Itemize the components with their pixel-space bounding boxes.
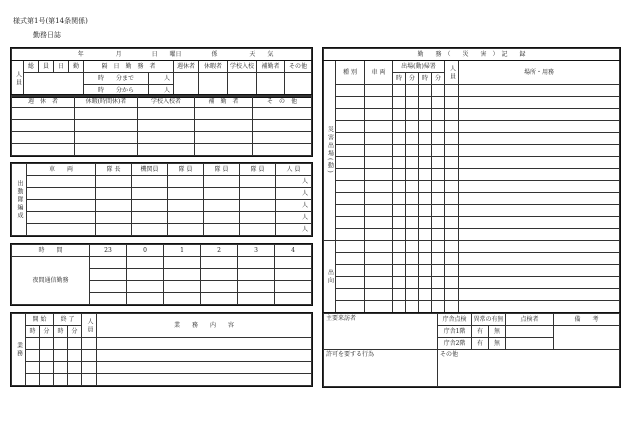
table-row bbox=[12, 338, 312, 350]
vehicle-col-captain: 隊 長 bbox=[96, 164, 132, 176]
duty-side-label: 業務 bbox=[12, 314, 26, 386]
hou-label: 係 bbox=[211, 50, 218, 58]
detail-col-support: 補 勤 者 bbox=[195, 96, 253, 108]
disaster-type: 種 別 bbox=[336, 61, 365, 85]
floor-1-label: 庁舎1階 bbox=[438, 326, 472, 338]
disaster-table bbox=[323, 48, 620, 313]
vehicle-col-member-1: 隊 員 bbox=[168, 164, 204, 176]
vehicle-table bbox=[11, 163, 312, 236]
staff-col-2: 員 bbox=[39, 61, 54, 73]
table-row bbox=[324, 133, 620, 145]
duty-persons: 人員 bbox=[82, 314, 97, 338]
table-row bbox=[324, 97, 620, 109]
table-row bbox=[324, 205, 620, 217]
table-row: 人 bbox=[12, 224, 312, 236]
staff-detail-table bbox=[11, 95, 312, 156]
shift-from: 時 分から bbox=[84, 85, 149, 97]
night-row-label: 夜間通信勤務 bbox=[12, 257, 90, 305]
dispatch-minute: 分 bbox=[406, 73, 419, 85]
floor-1-yes[interactable]: 有 bbox=[472, 326, 489, 338]
detail-col-school: 学校入校者 bbox=[138, 96, 195, 108]
table-row bbox=[12, 350, 312, 362]
table-row: 人 bbox=[12, 188, 312, 200]
table-row bbox=[12, 144, 312, 156]
vehicle-col-persons: 人 員 bbox=[276, 164, 312, 176]
support-cell[interactable] bbox=[257, 73, 285, 97]
form-number: 様式第1号(第14条関係) bbox=[13, 17, 88, 25]
table-row bbox=[12, 120, 312, 132]
detail-col-leave: 休暇(時間休)者 bbox=[75, 96, 138, 108]
duty-end-hour: 時 bbox=[54, 326, 68, 338]
duty-content: 業 務 内 容 bbox=[97, 314, 312, 338]
duty-end: 終 了 bbox=[54, 314, 82, 326]
time-label: 時 間 bbox=[12, 245, 90, 257]
table-row bbox=[324, 289, 620, 301]
night-duty-table bbox=[11, 244, 312, 305]
staff-col-weekly: 週休者 bbox=[174, 61, 199, 73]
table-row bbox=[324, 301, 620, 313]
table-row bbox=[324, 193, 620, 205]
visitor-table bbox=[323, 313, 620, 387]
disaster-place: 場所・用務 bbox=[459, 61, 620, 85]
staff-side-label: 人員 bbox=[12, 61, 24, 97]
disaster-title: 勤 務 （ 災 害 ） 記 録 bbox=[324, 49, 620, 61]
date-staff-table bbox=[11, 48, 312, 97]
floor-1-no[interactable]: 無 bbox=[489, 326, 506, 338]
hour-23: 23 bbox=[90, 245, 127, 257]
table-row bbox=[324, 265, 620, 277]
table-row bbox=[324, 217, 620, 229]
disaster-vehicle: 車 両 bbox=[365, 61, 393, 85]
table-row: 人 bbox=[12, 212, 312, 224]
floor-2-label: 庁舎2階 bbox=[438, 338, 472, 350]
return-hour: 時 bbox=[419, 73, 432, 85]
month-label: 月 bbox=[115, 50, 122, 58]
detail-col-other: そ の 他 bbox=[253, 96, 312, 108]
duty-start-hour: 時 bbox=[26, 326, 40, 338]
weekly-cell[interactable] bbox=[174, 73, 199, 97]
hour-1: 1 bbox=[164, 245, 201, 257]
table-row bbox=[324, 145, 620, 157]
duty-start: 開 始 bbox=[26, 314, 54, 326]
vehicle-col-member-2: 隊 員 bbox=[204, 164, 240, 176]
duty-table bbox=[11, 313, 312, 386]
shift-from-unit: 人 bbox=[149, 85, 174, 97]
duty-end-minute: 分 bbox=[68, 326, 82, 338]
staff-col-4: 勤 bbox=[69, 61, 84, 73]
permit-label: 許可を要する行為 bbox=[324, 350, 438, 387]
table-row bbox=[324, 169, 620, 181]
table-row: 人 bbox=[12, 200, 312, 212]
other-cell[interactable] bbox=[285, 73, 312, 97]
table-row bbox=[324, 253, 620, 265]
hour-3: 3 bbox=[238, 245, 275, 257]
remarks-label: 備 考 bbox=[554, 314, 620, 326]
table-row bbox=[324, 277, 620, 289]
table-row bbox=[324, 181, 620, 193]
outgoing-side-label: 出向 bbox=[324, 241, 336, 313]
staff-col-support: 補勤者 bbox=[257, 61, 285, 73]
shift-until-unit: 人 bbox=[149, 73, 174, 85]
weather-label: 天 気 bbox=[249, 50, 274, 58]
table-row bbox=[324, 229, 620, 241]
hour-0: 0 bbox=[127, 245, 164, 257]
staff-col-shift: 隔 日 勤 務 者 bbox=[84, 61, 174, 73]
table-row bbox=[12, 362, 312, 374]
school-cell[interactable] bbox=[228, 73, 257, 97]
staff-col-3: 日 bbox=[54, 61, 69, 73]
inspect-label: 庁舎点検 bbox=[438, 314, 472, 326]
weekday-label: 曜日 bbox=[169, 50, 182, 58]
staff-col-leave: 休暇者 bbox=[199, 61, 228, 73]
return-minute: 分 bbox=[432, 73, 445, 85]
staff-col-school: 学校入校 bbox=[228, 61, 257, 73]
leave-cell[interactable] bbox=[199, 73, 228, 97]
disaster-side-label: 災害出場(動) bbox=[324, 61, 336, 241]
duty-start-minute: 分 bbox=[40, 326, 54, 338]
table-row bbox=[12, 132, 312, 144]
form-title: 勤務日誌 bbox=[33, 31, 61, 39]
vehicle-col-engineer: 機関員 bbox=[132, 164, 168, 176]
shift-until: 時 分まで bbox=[84, 73, 149, 85]
disaster-dispatch: 出場(動)帰署 bbox=[393, 61, 445, 73]
dispatch-hour: 時 bbox=[393, 73, 406, 85]
vehicle-col-member-3: 隊 員 bbox=[240, 164, 276, 176]
staff-total-cell[interactable] bbox=[24, 73, 84, 97]
vehicle-side-label: 出動隊編成 bbox=[12, 164, 27, 236]
floor-2-yes[interactable]: 有 bbox=[472, 338, 489, 350]
inspector-label: 点検者 bbox=[506, 314, 554, 326]
disaster-persons: 人員 bbox=[445, 61, 459, 85]
table-row: 人 bbox=[12, 176, 312, 188]
table-row bbox=[324, 157, 620, 169]
table-row bbox=[12, 374, 312, 386]
hour-4: 4 bbox=[275, 245, 312, 257]
hour-2: 2 bbox=[201, 245, 238, 257]
detail-col-weekly: 週 休 者 bbox=[12, 96, 75, 108]
vehicle-col-car: 車 両 bbox=[27, 164, 96, 176]
visitors-label: 主要来訪者 bbox=[324, 314, 438, 350]
staff-col-1: 総 bbox=[24, 61, 39, 73]
year-label: 年 bbox=[77, 50, 84, 58]
floor-2-no[interactable]: 無 bbox=[489, 338, 506, 350]
table-row bbox=[324, 121, 620, 133]
staff-col-other: その他 bbox=[285, 61, 312, 73]
table-row bbox=[324, 109, 620, 121]
table-row bbox=[324, 85, 620, 97]
table-row bbox=[12, 108, 312, 120]
anomaly-label: 異常の有無 bbox=[472, 314, 506, 326]
day-label: 日 bbox=[151, 50, 158, 58]
other-label: その他 bbox=[438, 350, 620, 387]
